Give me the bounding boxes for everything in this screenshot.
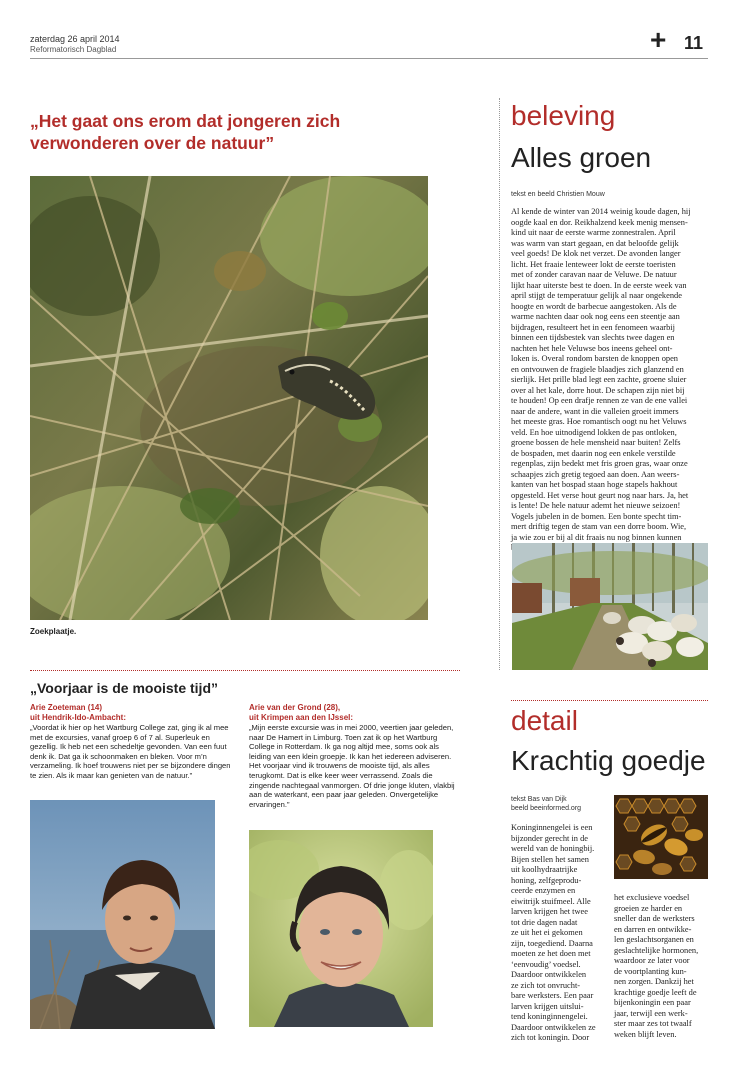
section-divider-right <box>511 700 708 701</box>
text-line: krachtige goedje leeft de <box>614 987 697 997</box>
text-line: loken is. Overal rondom barsten de knoppen open <box>511 354 678 363</box>
page-number: 11 <box>684 33 704 53</box>
text-line: kanten van het bospad staan hoge stapels hakhout <box>511 480 678 489</box>
text-line: tend koninginnengelei. <box>511 1012 588 1021</box>
text-line: tot drie dagen nadat <box>511 917 578 927</box>
text-line: Koninginnengelei is een <box>511 823 593 832</box>
text-line: veel goeds! De klok net verzet. De avonden langer <box>511 249 681 258</box>
text-line: Bijen stellen het samen <box>511 854 589 864</box>
snake-photo <box>30 176 428 620</box>
main-pull-quote: „Het gaat ons erom dat jongeren zich verwonderen over de natuur” <box>30 111 341 153</box>
text-line: Al kende de winter van 2014 weinig koude dagen, hij <box>511 207 691 216</box>
text-line: honing, zelfgeprodu- <box>511 875 582 885</box>
plus-logo-icon: + <box>650 24 667 55</box>
text-line: Daardoor ontwikkelen <box>511 970 587 979</box>
byline-detail-text: tekst Bas van Dijk <box>511 796 567 803</box>
article-body-detail-col1 <box>511 823 606 1044</box>
article-body-beleving <box>511 207 708 554</box>
text-line: Daardoor ontwikkelen ze <box>511 1022 596 1032</box>
text-line: Vogels jubelen in de bomen. Een bonte specht tim- <box>511 511 682 521</box>
text-line: over al het kale, dorre hout. De schapen zijn niet bij <box>511 385 685 395</box>
text-line: zijn, toegediend. Daarna <box>511 938 593 948</box>
bees-photo <box>614 795 708 879</box>
newspaper-name: Reformatorisch Dagblad <box>30 45 117 54</box>
text-line: sierlijk. Het prille blad legt een zachte, groene sluier <box>511 375 687 384</box>
text-line: bare werksters. Een paar <box>511 991 594 1000</box>
section-label-beleving: beleving <box>511 100 616 131</box>
text-line: het meeste gras. Hoe romantisch oogt nu het Veluws <box>511 417 687 426</box>
person-block-2 <box>249 703 461 809</box>
text-line: ja wie zou er bij al dit fraais nu nog binnen kunnen <box>511 532 682 542</box>
text-line: naar de andere, want in die valleien groeit immers <box>511 406 679 416</box>
person-name: Arie van der Grond (28), <box>249 703 341 712</box>
portrait-arie-zoeteman <box>30 800 215 1029</box>
person-block-1 <box>30 703 235 781</box>
byline-beleving: tekst en beeld Christien Mouw <box>511 191 605 198</box>
text-line: is lente! De hele natuur ademt het nieuwe seizoen! <box>511 501 681 510</box>
text-line: mert driftig tegen de stam van een dorre boom. Wie, <box>511 522 687 531</box>
article-body-detail-col2 <box>614 893 708 1040</box>
text-line: weken blijft leven. <box>614 1029 677 1039</box>
text-line: ‘eenvoudig’ voedsel. <box>511 959 581 969</box>
header-divider <box>30 58 708 59</box>
column-divider <box>499 98 500 670</box>
sheep-photo <box>512 543 708 670</box>
text-line: binnen een tijdsbestek van slechts twee dagen en <box>511 333 675 342</box>
text-line: en ontvouwen de fragiele blaadjes zich glanzend en <box>511 364 684 374</box>
text-line: de bospaden, met daarin nog een enkele verstilde <box>511 448 676 458</box>
text-line: eiwitrijk stuifmeel. Alle <box>511 896 591 906</box>
text-line: ze uit het ei gekomen <box>511 928 583 937</box>
text-line: nen zorgen. Dankzij het <box>614 977 694 986</box>
section-label-detail: detail <box>511 705 578 736</box>
text-line: moeten ze het doen met <box>511 949 591 958</box>
text-line: nachten het hele Veluwse bos ineens geheel ont- <box>511 343 673 353</box>
text-line: wereld van de honingbij. <box>511 844 595 853</box>
text-line: oogde kaal en dor. Reikhalzend keek menig mensen- <box>511 217 688 227</box>
person-quote: „Mijn eerste excursie was in mei 2000, veertien jaar geleden, naar De Hamert in Limburg. Toen zat ik op het Wartburg College in Rotterdam. Ik ga nog altijd mee, soms ook als leiding van een klein groepje. Ik kan het iedereen adviseren. Het voorjaar vind ik trouwens de mooiste tijd, als alles terugkomt. Dat is elke keer weer verrassend. Zoals die zingende nachtegaal vanmorgen. Of drie jonge kluten, vlakbij aan de waterkant, een paar jaar geleden. Onvergetelijke ervaringen.” <box>249 723 455 809</box>
text-line: april stijgt de temperatuur gelijk al naar ongekende <box>511 291 682 300</box>
issue-date: zaterdag 26 april 2014 <box>30 34 120 44</box>
text-line: warme nachten daar ook nog eens een steentje aan <box>511 312 680 321</box>
text-line: sneller dan de werksters <box>614 914 695 923</box>
text-line: ceerde enzymen en <box>511 886 576 895</box>
text-line: len geslachtsorganen en <box>614 935 694 944</box>
text-line: bijenkoningin een paar <box>614 998 691 1007</box>
text-line: ze zich tot onvrucht- <box>511 980 581 990</box>
text-line: kind uit naar de eerste warme zonnestralen. April <box>511 228 676 237</box>
text-line: zich tot koningin. Door <box>511 1033 590 1042</box>
person-name: Arie Zoeteman (14) <box>30 703 103 712</box>
text-line: regenplas, zijn bedekt met fris groen gras, waar onze <box>511 459 688 468</box>
text-line: schaapjes zich gretig tegoed aan doen. Aan weers- <box>511 469 680 479</box>
person-place: uit Hendrik-Ido-Ambacht: <box>30 713 126 722</box>
text-line: hoogte en wordt de barbecue aangestoken. Als de <box>511 301 677 311</box>
text-line: en darren en ontwikke- <box>614 924 692 934</box>
text-line: larven krijgen het twee <box>511 907 588 916</box>
text-line: lijkt haar uiterste best te doen. In de eerste week van <box>511 280 687 290</box>
text-line: veld. En hoe uitnodigend lokken de pas ontloken, <box>511 427 677 437</box>
text-line: licht. Het fraaie lenteweer lokt de eerste toeristen <box>511 259 676 269</box>
text-line: geslachtelijke hormonen, <box>614 945 699 955</box>
text-line: te houden! Op een drafje rennen ze van de ene vallei <box>511 396 688 405</box>
text-line: bijdragen, resulteert het in een fenomeen waarbij <box>511 322 675 332</box>
text-line: ster maar zes tot twaalf <box>614 1019 692 1028</box>
text-line: opgesteld. Het verse hout geurt nog naar hars. Ja, het <box>511 490 689 500</box>
text-line: het exclusieve voedsel <box>614 893 690 902</box>
text-line: met of zonder caravan naar de Veluwe. De natuur <box>511 270 677 279</box>
text-line: was warm van start gegaan, en dat beloofde gelijk <box>511 238 679 248</box>
headline-krachtig-goedje: Krachtig goedje <box>511 745 706 776</box>
text-line: uit koolhydraatrijke <box>511 865 578 874</box>
person-quote: „Voordat ik hier op het Wartburg College zat, ging ik al mee met de excursies, vanaf groep 6 of 7 al. Superleuk en gezellig. Ik heb net een schedeltje gevonden. Van een fuut denk ik. Dat ga ik schoonmaken en bleken. Voor m’n verzameling. Ik hoef trouwens niet per se bijzondere dingen te zien. Als ik maar kan genieten van de natuur.” <box>30 723 231 780</box>
text-line: groene bossen de hele mensheid naar buiten! Zelfs <box>511 438 681 447</box>
text-line: de voortplanting kun- <box>614 966 687 976</box>
portrait-arie-van-der-grond <box>249 830 433 1027</box>
text-line: jaar, terwijl een werk- <box>614 1008 688 1018</box>
voorjaar-title: „Voorjaar is de mooiste tijd” <box>30 680 219 696</box>
headline-alles-groen: Alles groen <box>511 142 652 173</box>
text-line: waardoor ze later voor <box>614 956 690 965</box>
text-line: groeien ze harder en <box>614 903 683 913</box>
text-line: bijzonder gerecht in de <box>511 833 588 843</box>
photo-caption: Zoekplaatje. <box>30 627 77 636</box>
person-place: uit Krimpen aan den IJssel: <box>249 713 354 722</box>
byline-detail-photo: beeld beeinformed.org <box>511 805 582 812</box>
section-divider-left <box>30 670 460 671</box>
text-line: larven krijgen uitslui- <box>511 1001 584 1011</box>
